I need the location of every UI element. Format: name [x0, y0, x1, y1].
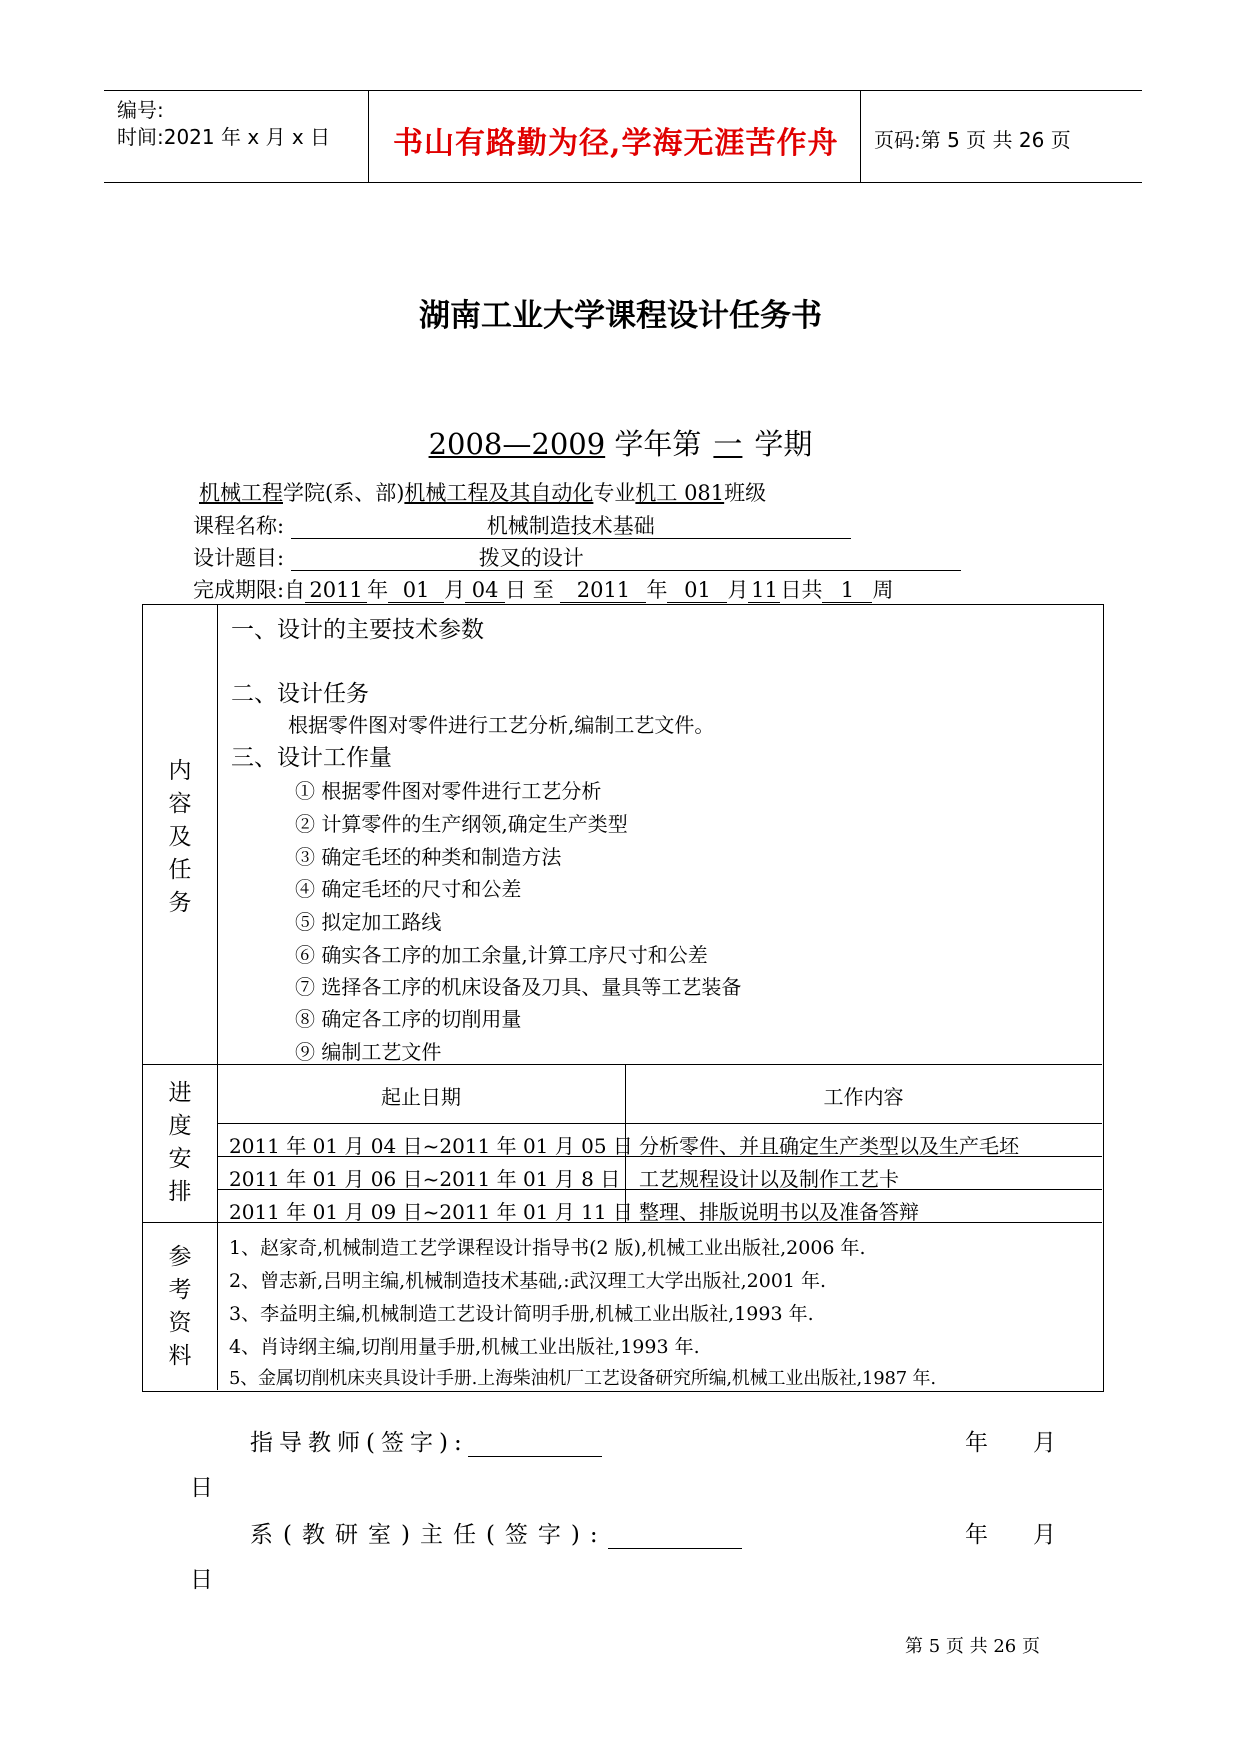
director-signature-line [250, 1516, 742, 1549]
workload-item: ⑧ 确定各工序的切削用量 [295, 1007, 522, 1031]
advisor-year: 年 [965, 1430, 994, 1456]
topic-label: 设计题目: [193, 546, 285, 570]
advisor-day: 日 [190, 1475, 219, 1501]
header-number-label: 编号: [117, 98, 164, 122]
task-text: 根据零件图对零件进行工艺分析,编制工艺文件。 [288, 713, 715, 737]
start-month-unit: 月 [444, 578, 466, 602]
end-month: 01 [667, 578, 727, 603]
term-line [0, 422, 1241, 463]
header-top-rule [104, 90, 1142, 91]
start-day-unit: 日 至 [505, 578, 554, 602]
topic-value: 拨叉的设计 [291, 546, 961, 571]
course-label: 课程名称: [193, 514, 285, 538]
page-footer: 第 5 页 共 26 页 [905, 1636, 1040, 1657]
advisor-label: 指导教师(签字): [250, 1430, 468, 1456]
workload-item: ⑦ 选择各工序的机床设备及刀具、量具等工艺装备 [295, 975, 742, 999]
weeks-unit: 周 [872, 578, 894, 602]
schedule-header-rule [217, 1123, 1102, 1124]
reference-item: 4、肖诗纲主编,切削用量手册,机械工业出版社,1993 年. [229, 1336, 700, 1358]
reference-item: 2、曾志新,吕明主编,机械制造技术基础,:武汉理工大学出版社,2001 年. [229, 1270, 827, 1292]
director-label: 系(教研室)主任(签字): [250, 1522, 608, 1548]
advisor-signature-line [250, 1424, 602, 1457]
start-year: 2011 [305, 578, 367, 603]
director-month: 月 [1033, 1522, 1062, 1548]
header-divider-right [860, 90, 861, 182]
course-line [193, 510, 851, 540]
college-line [193, 477, 766, 507]
header-time-label: 时间:2021 年 x 月 x 日 [117, 125, 331, 149]
workload-item: ⑥ 确实各工序的加工余量,计算工序尺寸和公差 [295, 943, 708, 967]
reference-item: 3、李益明主编,机械制造工艺设计简明手册,机械工业出版社,1993 年. [229, 1303, 814, 1325]
header-page-label: 页码:第 5 页 共 26 页 [874, 128, 1071, 152]
director-signature-blank [608, 1526, 742, 1549]
side-divider [217, 605, 218, 1390]
workload-item: ③ 确定毛坯的种类和制造方法 [295, 845, 562, 869]
start-year-unit: 年 [367, 578, 389, 602]
schedule-row-date: 2011 年 01 月 06 日~2011 年 01 月 8 日 [229, 1167, 621, 1191]
term-years: 2008—2009 [428, 427, 606, 461]
weeks: 1 [822, 578, 872, 603]
class-suffix: 班级 [724, 481, 767, 505]
header-motto: 书山有路勤为径,学海无涯苦作舟 [393, 126, 839, 161]
major-suffix: 专业 [593, 481, 636, 505]
workload-item: ① 根据零件图对零件进行工艺分析 [295, 779, 602, 803]
content-bottom-rule [143, 1064, 1102, 1065]
references-side-label: 参 考 资 料 [168, 1244, 192, 1369]
schedule-col-work: 工作内容 [823, 1085, 904, 1109]
director-day: 日 [190, 1567, 219, 1593]
director-year: 年 [965, 1522, 994, 1548]
schedule-side-label: 进 度 安 排 [168, 1080, 192, 1205]
term-number: 一 [713, 427, 743, 461]
topic-line [193, 542, 961, 572]
workload-item: ⑨ 编制工艺文件 [295, 1040, 442, 1064]
term-end: 学期 [754, 427, 813, 461]
class-value: 机工 081 [635, 481, 725, 505]
schedule-row-date: 2011 年 01 月 04 日~2011 年 01 月 05 日 [229, 1134, 633, 1158]
schedule-row-work: 工艺规程设计以及制作工艺卡 [639, 1167, 899, 1191]
start-day: 04 [465, 578, 505, 603]
header-divider-left [368, 90, 369, 182]
schedule-row-work: 分析零件、并且确定生产类型以及生产毛坯 [639, 1134, 1019, 1158]
college-value: 机械工程 [199, 481, 283, 505]
schedule-row-date: 2011 年 01 月 09 日~2011 年 01 月 11 日 [229, 1200, 633, 1224]
start-month: 01 [388, 578, 444, 603]
college-suffix: 学院(系、部) [283, 481, 405, 505]
header-bottom-rule [104, 182, 1142, 183]
schedule-col-date: 起止日期 [381, 1085, 461, 1109]
section-task: 二、设计任务 [231, 681, 369, 707]
end-year: 2011 [560, 578, 646, 603]
term-mid: 学年第 [614, 427, 702, 461]
content-side-label: 内 容 及 任 务 [168, 758, 192, 916]
section-workload: 三、设计工作量 [231, 745, 392, 771]
deadline-label: 完成期限:自 [193, 578, 306, 602]
major-value: 机械工程及其自动化 [404, 481, 594, 505]
end-year-unit: 年 [646, 578, 668, 602]
end-month-unit: 月 [727, 578, 749, 602]
course-value: 机械制造技术基础 [291, 514, 851, 539]
end-day-unit: 日共 [780, 578, 823, 602]
reference-item: 5、金属切削机床夹具设计手册.上海柴油机厂工艺设备研究所编,机械工业出版社,1987 年. [229, 1368, 936, 1389]
deadline-line [193, 574, 893, 604]
reference-item: 1、赵家奇,机械制造工艺学课程设计指导书(2 版),机械工业出版社,2006 年. [229, 1237, 866, 1259]
end-day: 11 [748, 578, 780, 603]
schedule-row-work: 整理、排版说明书以及准备答辩 [639, 1200, 919, 1224]
workload-item: ② 计算零件的生产纲领,确定生产类型 [295, 812, 628, 836]
section-parameters: 一、设计的主要技术参数 [231, 617, 484, 643]
advisor-month: 月 [1033, 1430, 1062, 1456]
task-table [142, 604, 1104, 1392]
document-title: 湖南工业大学课程设计任务书 [419, 298, 822, 334]
advisor-signature-blank [468, 1434, 602, 1457]
workload-item: ④ 确定毛坯的尺寸和公差 [295, 877, 522, 901]
workload-item: ⑤ 拟定加工路线 [295, 910, 442, 934]
